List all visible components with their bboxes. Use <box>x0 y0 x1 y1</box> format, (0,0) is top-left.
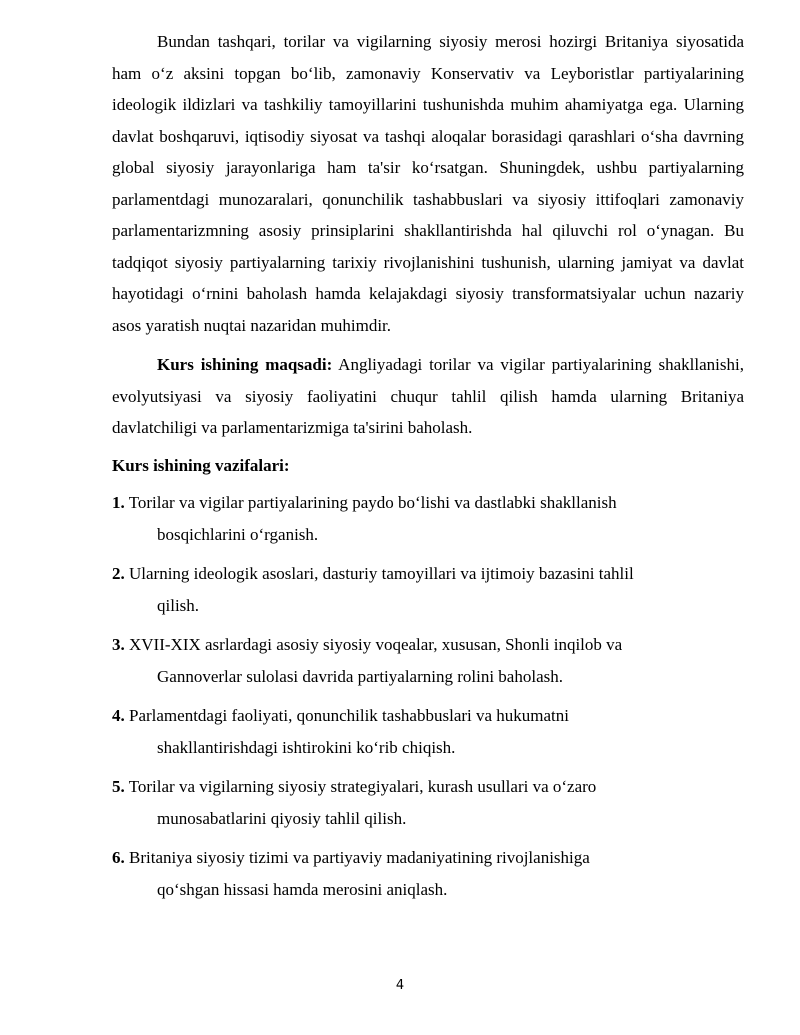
task-item-5 <box>112 771 744 834</box>
intro-paragraph: Bundan tashqari, torilar va vigilarning siyosiy merosi hozirgi Britaniya siyosatida ham o‘z aksini topgan bo‘lib, zamonaviy Konservativ va Leyboristlar partiyalarining ideologik ildizlari va tashkiliy tamoyillarini tushunishda muhim ahamiyatga ega. Ularning davlat boshqaruvi, iqtisodiy siyosat va tashqi aloqalar borasidagi qarashlari o‘sha davrning global siyosiy jarayonlariga ham ta'sir ko‘rsatgan. Shuningdek, ushbu partiyalarning parlamentdagi munozaralari, qonunchilik tashabbuslari va siyosiy ittifoqlari zamonaviy parlamentarizmning asosiy prinsiplarini shakllantirishda hal qiluvchi rol o‘ynagan. Bu tadqiqot siyosiy partiyalarning tarixiy rivojlanishini tushunish, ularning jamiyat va davlat hayotidagi o‘rnini baholash hamda kelajakdagi siyosiy transformatsiyalar uchun nazariy asos yaratish nuqtai nazaridan muhimdir. <box>112 32 744 335</box>
task-number: 6. <box>112 848 125 867</box>
task-number: 2. <box>112 564 125 583</box>
task-text: Parlamentdagi faoliyati, qonunchilik tashabbuslari va hukumatni shakllantirishdagi ishtirokini ko‘rib chiqish. <box>124 706 570 757</box>
task-item-3 <box>112 629 744 692</box>
task-number: 5. <box>112 777 125 796</box>
task-number: 1. <box>112 493 125 512</box>
goal-label: Kurs ishining maqsadi: <box>157 355 333 374</box>
task-number: 4. <box>112 706 125 725</box>
page-number: 4 <box>395 978 405 993</box>
task-item-4 <box>112 700 744 763</box>
task-text: Torilar va vigilar partiyalarining paydo bo‘lishi va dastlabki shakllanish bosqichlarini o‘rganish. <box>124 493 617 544</box>
task-text: Ularning ideologik asoslari, dasturiy tamoyillari va ijtimoiy bazasini tahlil qilish. <box>124 564 634 615</box>
task-item-6 <box>112 842 744 905</box>
task-text: Torilar va vigilarning siyosiy strategiyalari, kurash usullari va o‘zaro munosabatlarini qiyosiy tahlil qilish. <box>124 777 597 828</box>
task-list <box>112 487 744 905</box>
task-item-1 <box>112 487 744 550</box>
goal-text: Angliyadagi torilar va vigilar partiyalarining shakllanishi, evolyutsiyasi va siyosiy faoliyatini chuqur tahlil qilish hamda ularning Britaniya davlatchiligi va parlamentarizmiga ta'sirini baholash. <box>112 355 744 437</box>
goal-paragraph <box>112 349 744 444</box>
task-item-2 <box>112 558 744 621</box>
task-number: 3. <box>112 635 125 654</box>
document-page <box>112 26 744 913</box>
tasks-heading: Kurs ishining vazifalari: <box>112 455 290 475</box>
task-text: XVII-XIX asrlardagi asosiy siyosiy voqealar, xususan, Shonli inqilob va Gannoverlar sulolasi davrida partiyalarning rolini baholash. <box>124 635 623 686</box>
task-text: Britaniya siyosiy tizimi va partiyaviy madaniyatining rivojlanishiga qo‘shgan hissasi hamda merosini aniqlash. <box>124 848 590 899</box>
